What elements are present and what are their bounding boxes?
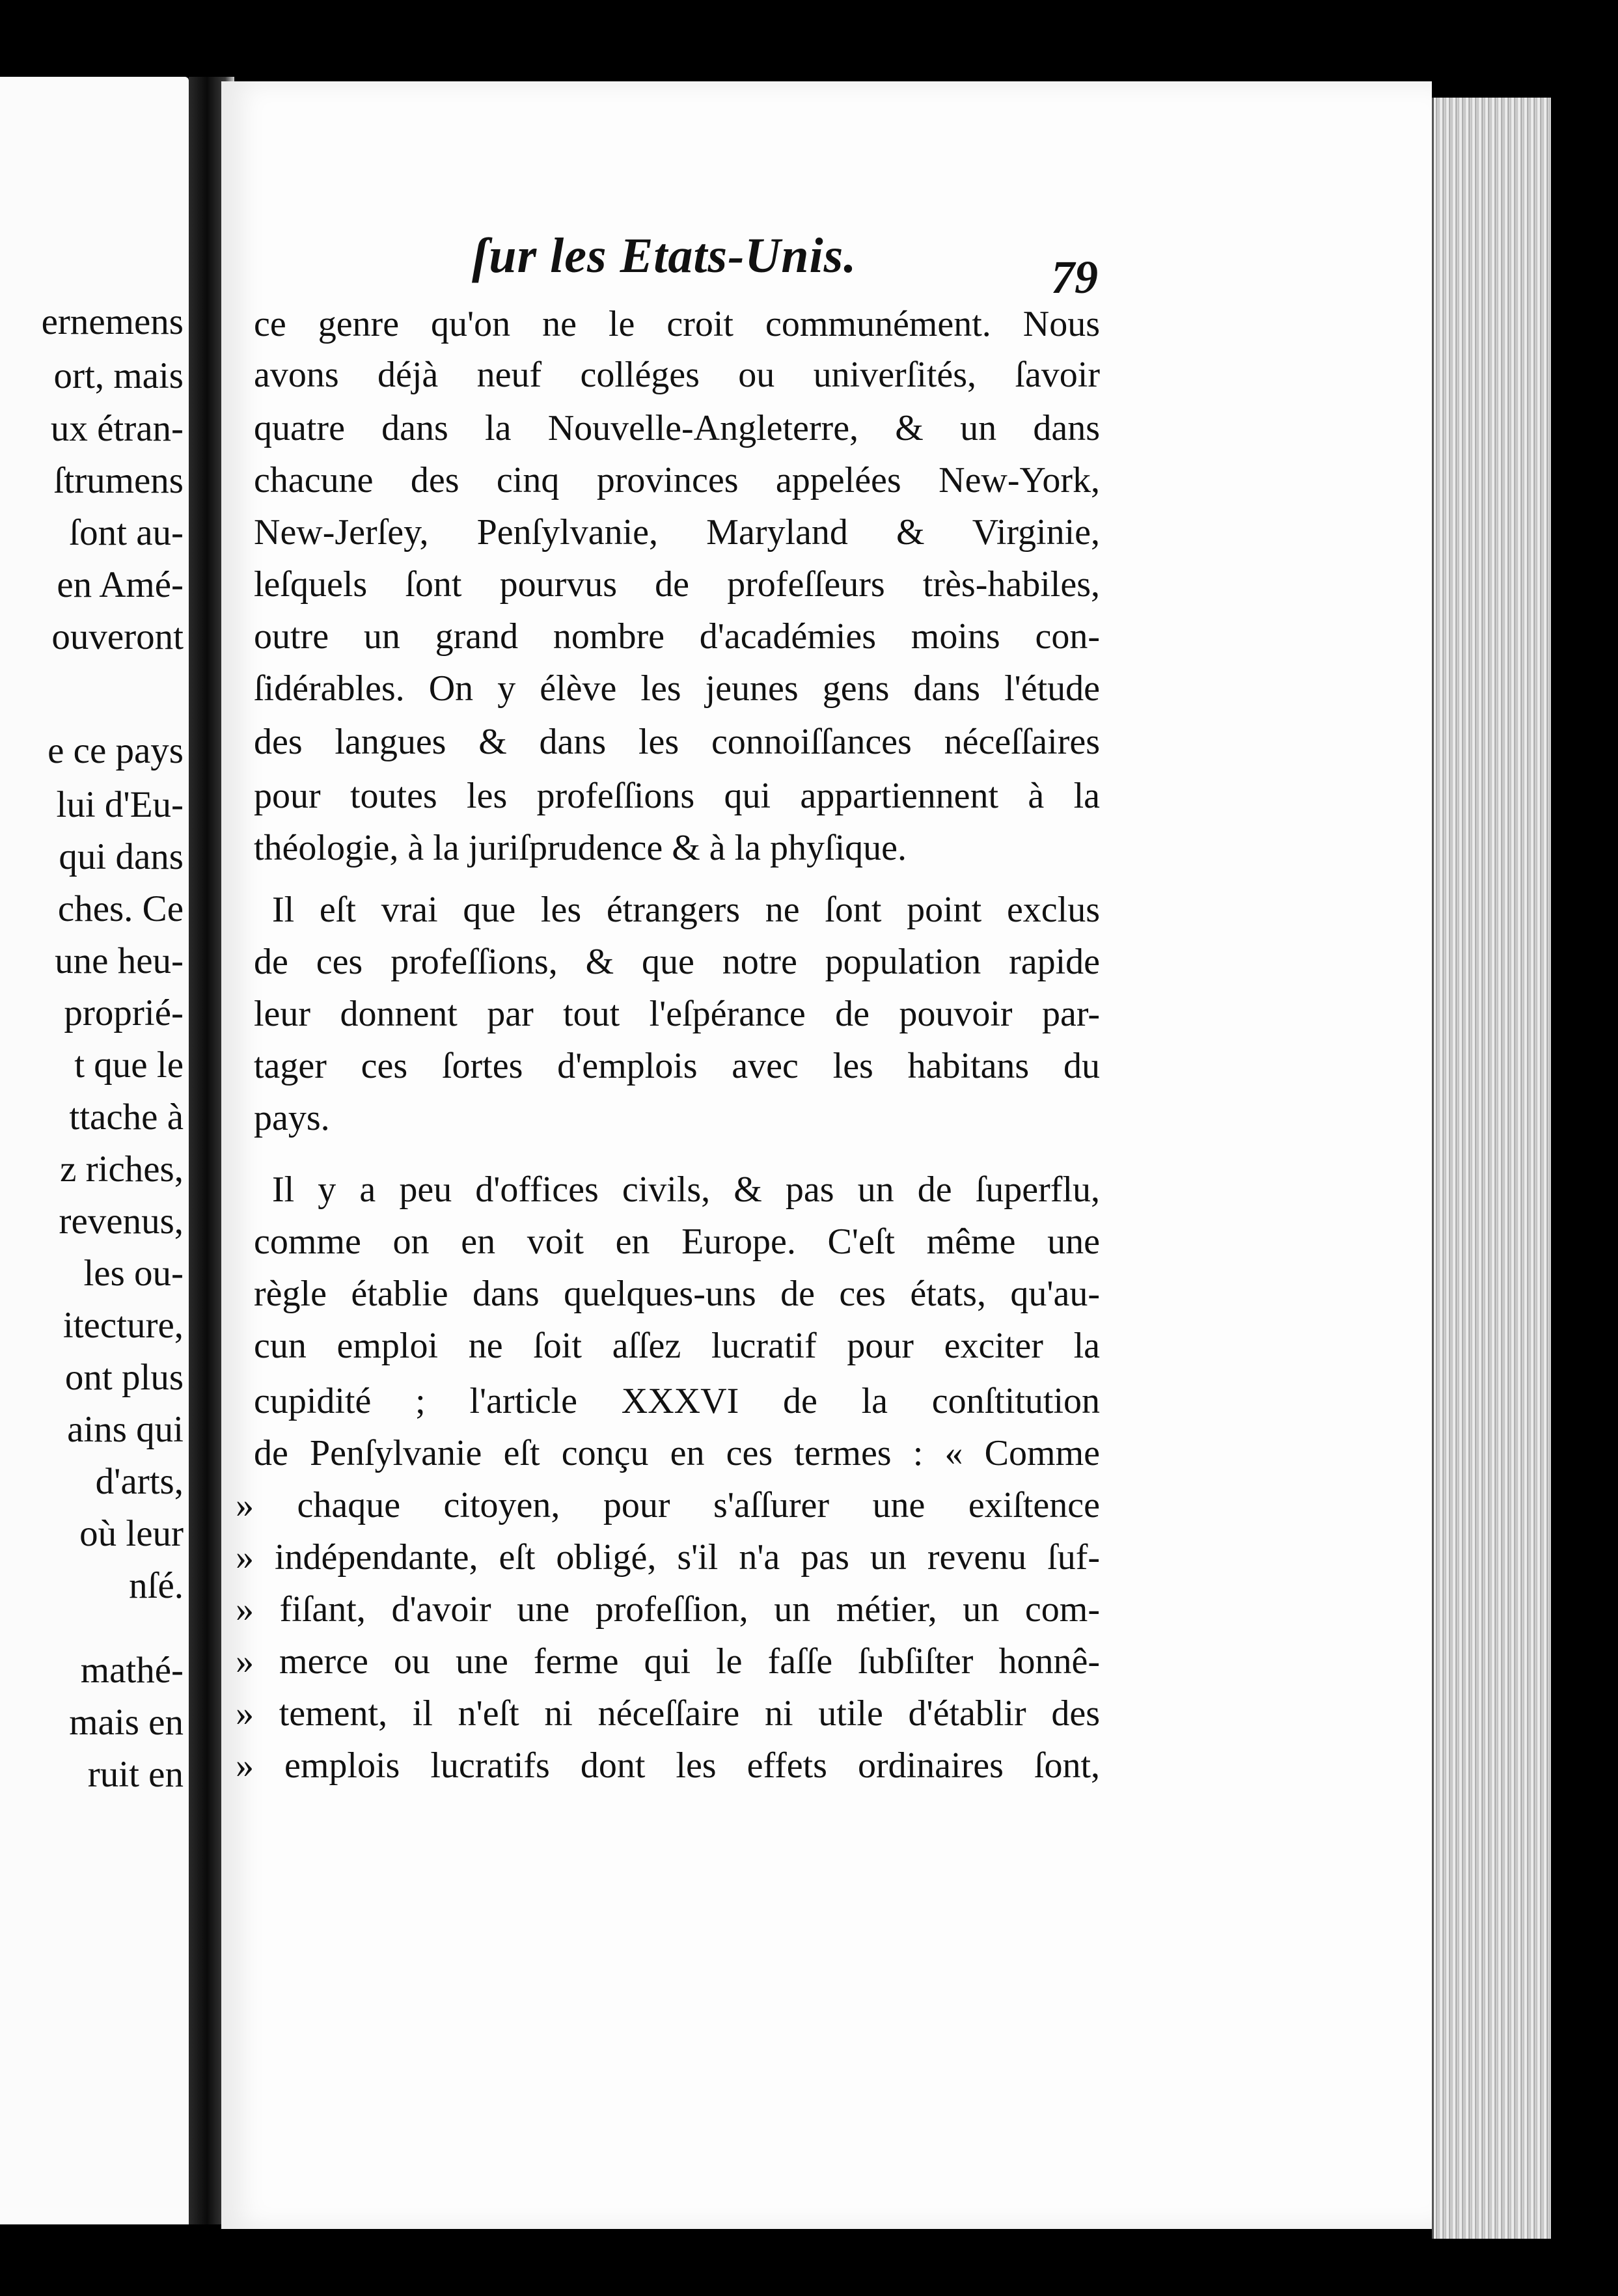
text-line: » emplois lucratifs dont les effets ordinaires ſont, (236, 1745, 1100, 1786)
text-line (254, 892, 1100, 928)
text-line: règle établie dans quelques-uns de ces états, qu'au- (254, 1274, 1100, 1314)
text-line: tager ces ſortes d'emplois avec les habitans du (254, 1046, 1100, 1086)
text-line: ce genre qu'on ne le croit communément. Nous (254, 304, 1100, 344)
left-page-line: ttache à (69, 1097, 184, 1138)
left-page-line: itecture, (62, 1305, 184, 1346)
text-line: de ces profeſſions, & que notre population rapide (254, 942, 1100, 982)
text-line: » indépendante, eſt obligé, s'il n'a pas un revenu ſuf- (236, 1537, 1100, 1578)
text-line: quatre dans la Nouvelle-Angleterre, & un dans (254, 408, 1100, 448)
left-page-line: t que le (74, 1045, 184, 1086)
left-page-line: qui dans (59, 836, 184, 877)
running-header: ſur les Etats-Unis. (472, 228, 857, 283)
left-page-line: proprié- (64, 992, 184, 1033)
text-line: ſidérables. On y élève les jeunes gens dans l'étude (254, 668, 1100, 709)
text-line: » fiſant, d'avoir une profeſſion, un métier, un com- (236, 1589, 1100, 1630)
text-line: chacune des cinq provinces appelées New-York, (254, 460, 1100, 500)
left-page-line: revenus, (59, 1201, 184, 1242)
left-page-line: d'arts, (95, 1461, 184, 1502)
left-page-line: ouveront (51, 616, 184, 657)
text-line: » chaque citoyen, pour s'aſſurer une exiſtence (236, 1485, 1100, 1525)
text-line: des langues & dans les connoiſſances néceſſaires (254, 722, 1100, 762)
paragraph-start: Il eſt vrai que les étrangers ne ſont point exclus (272, 890, 1100, 930)
left-page-line: ort, mais (53, 355, 184, 396)
left-page-line: en Amé- (57, 564, 184, 605)
left-page-line: ruit en (87, 1754, 184, 1795)
text-line: » merce ou une ferme qui le faſſe ſubſiſter honnê- (236, 1641, 1100, 1682)
left-page-line: ſtrumens (53, 460, 184, 501)
left-page-line: nſé. (129, 1565, 184, 1606)
left-page-line: mais en (69, 1702, 184, 1743)
page-number: 79 (1051, 251, 1098, 303)
text-line: leur donnent par tout l'eſpérance de pouvoir par- (254, 994, 1100, 1034)
left-page-line: où leur (79, 1513, 184, 1554)
text-line (254, 1171, 1100, 1208)
left-page-line: lui d'Eu- (56, 784, 184, 825)
left-page-line: une heu- (55, 940, 184, 981)
page-edges (1432, 98, 1551, 2239)
text-line: pour toutes les profeſſions qui appartiennent à la (254, 776, 1100, 816)
paragraph-start: Il y a peu d'offices civils, & pas un de ſuperflu, (272, 1169, 1100, 1210)
text-line: cupidité ; l'article XXXVI de la conſtitution (254, 1381, 1100, 1421)
text-line: » tement, il n'eſt ni néceſſaire ni utile d'établir des (236, 1693, 1100, 1734)
left-page-line: z riches, (60, 1149, 184, 1190)
text-line: pays. (254, 1098, 330, 1138)
left-page-line: ains qui (67, 1409, 184, 1450)
left-page-line: ernemens (41, 301, 184, 342)
left-page-line: mathé- (80, 1650, 184, 1691)
text-line: New-Jerſey, Penſylvanie, Maryland & Virginie, (254, 512, 1100, 553)
text-line: théologie, à la juriſprudence & à la phyſique. (254, 828, 907, 868)
text-line: comme on en voit en Europe. C'eſt même une (254, 1222, 1100, 1262)
left-page-line: ont plus (64, 1357, 184, 1398)
left-page-line: e ce pays (48, 730, 184, 771)
left-page-line: ſont au- (69, 512, 184, 553)
left-page-fragment (0, 77, 189, 2224)
text-line: de Penſylvanie eſt conçu en ces termes : « Comme (254, 1433, 1100, 1473)
left-page-line: ches. Ce (57, 888, 184, 929)
text-line: leſquels ſont pourvus de profeſſeurs très-habiles, (254, 564, 1100, 605)
text-line: outre un grand nombre d'académies moins con- (254, 616, 1100, 657)
left-page-line: les ou- (83, 1253, 184, 1294)
text-line: cun emploi ne ſoit aſſez lucratif pour exciter la (254, 1326, 1100, 1366)
text-line: avons déjà neuf colléges ou univerſités, ſavoir (254, 355, 1100, 395)
left-page-line: ux étran- (50, 408, 184, 449)
right-page (221, 81, 1432, 2229)
